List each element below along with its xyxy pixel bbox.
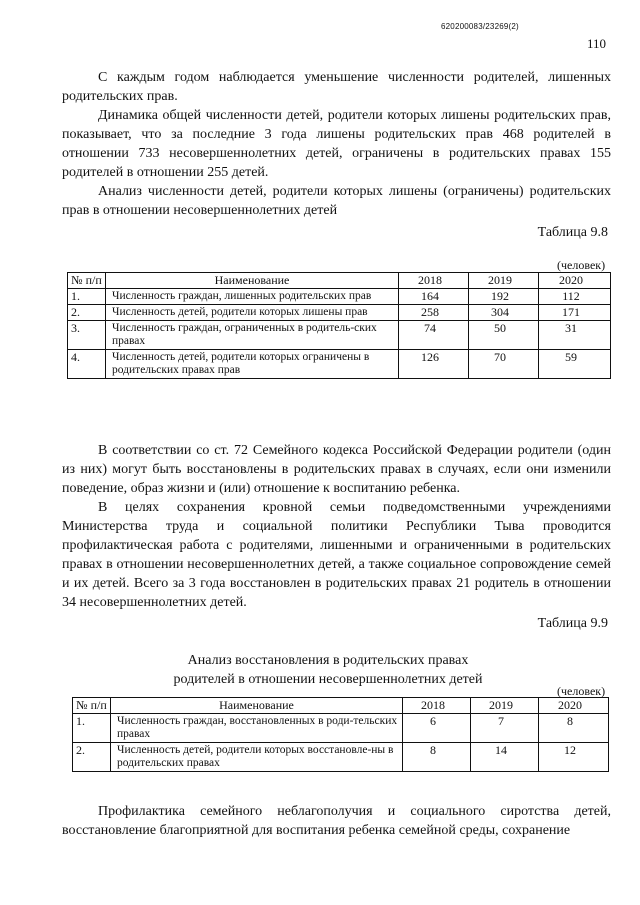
table-9-9-title-line2: родителей в отношении несовершеннолетних детей bbox=[173, 672, 483, 687]
table-9-9-caption: Таблица 9.9 bbox=[537, 616, 608, 631]
row-value-2018: 6 bbox=[403, 714, 471, 743]
row-value-2018: 8 bbox=[403, 743, 471, 772]
paragraph-prevention: Профилактика семейного неблагополучия и социального сиротства детей, восстановление благоприятной для воспитания ребенка семейной среды, сохранение bbox=[62, 804, 611, 838]
table-9-8-caption: Таблица 9.8 bbox=[537, 225, 608, 240]
table-row bbox=[73, 743, 609, 772]
table-9-8 bbox=[67, 272, 611, 379]
header-year-2019: 2019 bbox=[469, 273, 539, 289]
row-number: 1. bbox=[68, 289, 106, 305]
row-value-2018: 258 bbox=[399, 305, 469, 321]
row-value-2019: 7 bbox=[471, 714, 539, 743]
paragraph-analysis-intro: Анализ численности детей, родители которых лишены (ограничены) родительских прав в отношении несовершеннолетних детей bbox=[62, 184, 611, 218]
table-row bbox=[68, 350, 611, 379]
table-9-9-unit: (человек) bbox=[557, 684, 606, 698]
table-9-8-unit: (человек) bbox=[557, 258, 606, 272]
paragraph-dynamics: Динамика общей численности детей, родители которых лишены родительских прав, показывает, что за последние 3 года лишены родительских прав 468 родителей в отношении 733 несовершеннолетних детей, ограничены в родительских правах 155 родителей в отношении 255 детей. bbox=[62, 108, 611, 180]
row-number: 4. bbox=[68, 350, 106, 379]
row-number: 3. bbox=[68, 321, 106, 350]
row-value-2020: 31 bbox=[539, 321, 611, 350]
row-name: Численность граждан, ограниченных в родитель-ских правах bbox=[106, 321, 399, 350]
header-year-2020: 2020 bbox=[539, 698, 609, 714]
row-value-2018: 164 bbox=[399, 289, 469, 305]
header-year-2018: 2018 bbox=[403, 698, 471, 714]
row-number: 2. bbox=[68, 305, 106, 321]
table-9-9 bbox=[72, 697, 609, 772]
row-value-2018: 74 bbox=[399, 321, 469, 350]
row-name: Численность детей, родители которых ограничены в родительских правах прав bbox=[106, 350, 399, 379]
table-row bbox=[68, 321, 611, 350]
header-year-2019: 2019 bbox=[471, 698, 539, 714]
paragraph-preservation: В целях сохранения кровной семьи подведомственными учреждениями Министерства труда и социальной политики Республики Тыва проводится профилактическая работа с родителями, лишенными и ограниченными в родительских правах в отношении несовершеннолетних детей, а также социальное сопровождение семей и их детей. Всего за 3 года восстановлен в родительских правах 21 родитель в отношении 34 несовершеннолетних детей. bbox=[62, 500, 611, 610]
row-value-2019: 70 bbox=[469, 350, 539, 379]
row-name: Численность детей, родители которых восстановле-ны в родительских правах bbox=[111, 743, 403, 772]
row-value-2020: 171 bbox=[539, 305, 611, 321]
row-name: Численность граждан, лишенных родительских прав bbox=[106, 289, 399, 305]
table-row bbox=[68, 305, 611, 321]
header-year-2020: 2020 bbox=[539, 273, 611, 289]
header-number: № п/п bbox=[73, 698, 111, 714]
row-value-2020: 112 bbox=[539, 289, 611, 305]
row-number: 2. bbox=[73, 743, 111, 772]
page-number: 110 bbox=[587, 36, 607, 51]
row-value-2019: 14 bbox=[471, 743, 539, 772]
document-id: 620200083/23269(2) bbox=[441, 22, 519, 31]
table-row bbox=[73, 714, 609, 743]
row-name: Численность граждан, восстановленных в роди-тельских правах bbox=[111, 714, 403, 743]
row-value-2019: 192 bbox=[469, 289, 539, 305]
header-name: Наименование bbox=[106, 273, 399, 289]
row-value-2018: 126 bbox=[399, 350, 469, 379]
row-value-2020: 8 bbox=[539, 714, 609, 743]
table-header-row bbox=[68, 273, 611, 289]
table-row bbox=[68, 289, 611, 305]
table-9-9-title-line1: Анализ восстановления в родительских правах bbox=[187, 653, 469, 668]
paragraph-family-code: В соответствии со ст. 72 Семейного кодекса Российской Федерации родители (один из них) могут быть восстановлены в родительских правах в случаях, если они изменили поведение, образ жизни и (или) отношение к воспитанию ребенка. bbox=[62, 443, 611, 496]
row-number: 1. bbox=[73, 714, 111, 743]
header-number: № п/п bbox=[68, 273, 106, 289]
table-header-row bbox=[73, 698, 609, 714]
row-value-2020: 59 bbox=[539, 350, 611, 379]
row-value-2020: 12 bbox=[539, 743, 609, 772]
row-name: Численность детей, родители которых лишены прав bbox=[106, 305, 399, 321]
paragraph-decline: С каждым годом наблюдается уменьшение численности родителей, лишенных родительских прав. bbox=[62, 70, 611, 104]
header-year-2018: 2018 bbox=[399, 273, 469, 289]
row-value-2019: 50 bbox=[469, 321, 539, 350]
header-name: Наименование bbox=[111, 698, 403, 714]
row-value-2019: 304 bbox=[469, 305, 539, 321]
